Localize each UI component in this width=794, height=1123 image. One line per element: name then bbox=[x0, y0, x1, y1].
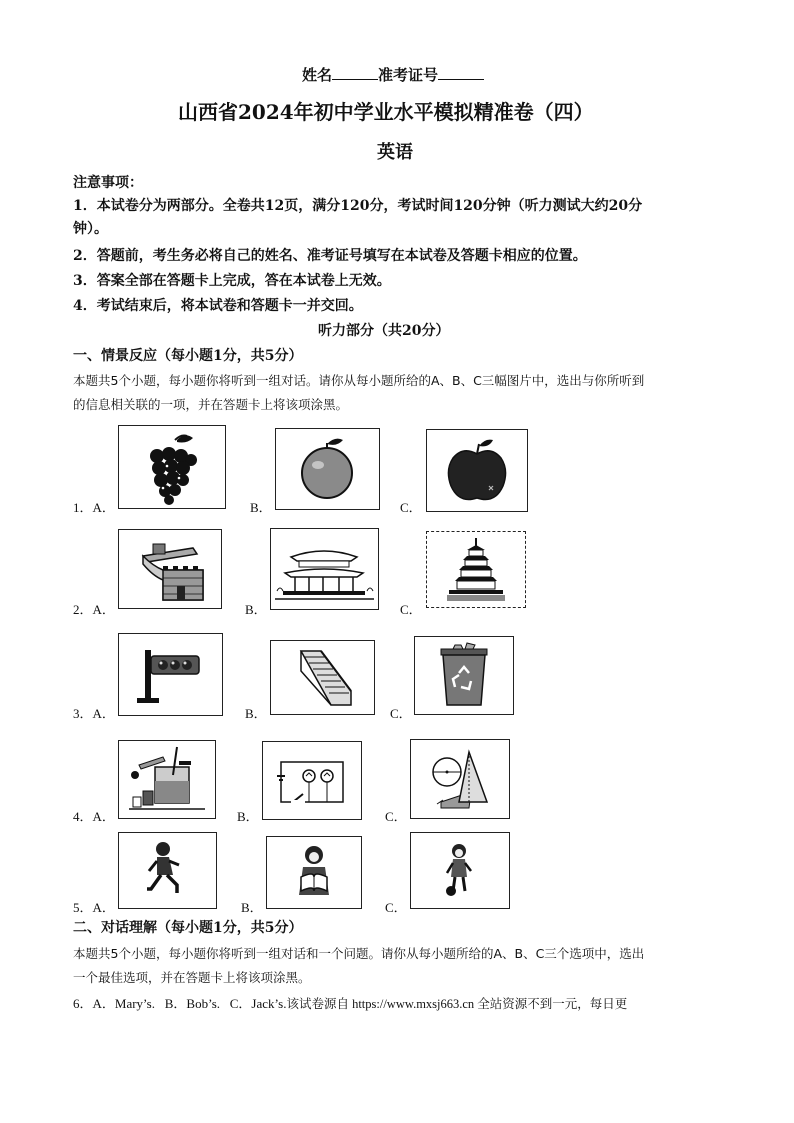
q5-label-b: B． bbox=[241, 900, 263, 915]
notes-item: 钟）。 bbox=[73, 221, 108, 237]
q5-label-a: 5．A． bbox=[73, 900, 115, 915]
q4-option-a-picture[interactable] bbox=[118, 740, 216, 819]
q4-label-b: B． bbox=[237, 809, 259, 824]
q5-option-b-picture[interactable] bbox=[266, 836, 362, 909]
q6-number: 6． bbox=[73, 996, 93, 1011]
q2-option-b-picture[interactable] bbox=[270, 528, 379, 610]
notes-item: 3．答案全部在答题卡上完成，答在本试卷上无效。 bbox=[73, 273, 391, 289]
orange-icon bbox=[276, 429, 379, 509]
q6-option-b[interactable]: B．Bob’s. bbox=[164, 996, 220, 1011]
name-blank bbox=[332, 65, 378, 80]
section1-title: 一、情景反应（每小题1分，共5分） bbox=[73, 348, 303, 364]
pagoda-icon bbox=[427, 532, 525, 607]
q3-label-a: 3．A． bbox=[73, 706, 115, 721]
q2-label-b: B． bbox=[245, 602, 267, 617]
q5-option-c-picture[interactable] bbox=[410, 832, 510, 909]
section2-title: 二、对话理解（每小题1分，共5分） bbox=[73, 920, 303, 936]
id-label: 准考证号 bbox=[378, 66, 439, 84]
ball-girl-icon bbox=[411, 833, 509, 908]
q6-option-a[interactable]: A．Mary’s. bbox=[92, 996, 155, 1011]
q1-label-c: C． bbox=[400, 500, 422, 515]
reading-girl-icon bbox=[267, 837, 361, 908]
q4-option-c-picture[interactable] bbox=[410, 739, 510, 819]
q5-label-c: C． bbox=[385, 900, 407, 915]
name-label: 姓名 bbox=[302, 66, 333, 84]
q3-label-b: B． bbox=[245, 706, 267, 721]
apple-icon bbox=[427, 430, 527, 511]
q4-option-b-picture[interactable] bbox=[262, 741, 362, 820]
circuit-icon bbox=[263, 742, 361, 819]
section1-instruction: 的信息相关联的一项，并在答题卡上将该项涂黑。 bbox=[73, 397, 349, 412]
q2-option-c-picture[interactable] bbox=[426, 531, 526, 608]
notes-item: 2．答题前，考生务必将自己的姓名、准考证号填写在本试卷及答题卡相应的位置。 bbox=[73, 248, 587, 264]
recycle-bin-icon bbox=[415, 637, 513, 714]
q3-option-c-picture[interactable] bbox=[414, 636, 514, 715]
q1-label-a: 1．A． bbox=[73, 500, 115, 515]
q5-option-a-picture[interactable] bbox=[118, 832, 217, 909]
section2-instruction: 本题共5个小题，每小题你将听到一组对话和一个问题。请你从每小题所给的A、B、C三个选项中，选出 bbox=[73, 946, 645, 961]
running-girl-icon bbox=[119, 833, 216, 908]
grapes-icon bbox=[119, 426, 225, 508]
q1-label-b: B． bbox=[250, 500, 272, 515]
q6-option-c[interactable]: C．Jack’s. bbox=[229, 996, 287, 1011]
q2-option-a-picture[interactable] bbox=[118, 529, 222, 609]
q2-label-c: C． bbox=[400, 602, 422, 617]
q2-label-a: 2．A． bbox=[73, 602, 115, 617]
page-title: 山西省2024年初中学业水平模拟精准卷（四） bbox=[178, 100, 594, 124]
great-wall-icon bbox=[119, 530, 221, 608]
traffic-light-icon bbox=[119, 634, 222, 715]
source-notice: 该试卷源自 https://www.mxsj663.cn 全站资源不到一元，每日更 bbox=[286, 997, 628, 1011]
q1-option-a-picture[interactable] bbox=[118, 425, 226, 509]
q1-option-c-picture[interactable] bbox=[426, 429, 528, 512]
q3-option-b-picture[interactable] bbox=[270, 640, 375, 715]
stairs-icon bbox=[271, 641, 374, 714]
section2-instruction: 一个最佳选项，并在答题卡上将该项涂黑。 bbox=[73, 970, 311, 985]
notes-item: 4．考试结束后，将本试卷和答题卡一并交回。 bbox=[73, 298, 363, 314]
q3-label-c: C． bbox=[390, 706, 412, 721]
chemistry-lab-icon bbox=[119, 741, 215, 818]
subject-title: 英语 bbox=[377, 142, 413, 163]
notes-heading: 注意事项： bbox=[73, 175, 143, 191]
q4-label-a: 4．A． bbox=[73, 809, 115, 824]
q6-line bbox=[73, 993, 627, 1012]
candidate-info-line bbox=[302, 64, 484, 85]
section1-instruction: 本题共5个小题，每小题你将听到一组对话。请你从每小题所给的A、B、C三幅图片中，选出与你所听到 bbox=[73, 373, 645, 388]
listening-heading: 听力部分（共20分） bbox=[318, 323, 450, 339]
temple-gate-icon bbox=[271, 529, 378, 609]
q3-option-a-picture[interactable] bbox=[118, 633, 223, 716]
notes-item: 1．本试卷分为两部分。全卷共12页，满分120分，考试时间120分钟（听力测试大约20分 bbox=[73, 198, 643, 214]
q4-label-c: C． bbox=[385, 809, 407, 824]
q1-option-b-picture[interactable] bbox=[275, 428, 380, 510]
id-blank bbox=[438, 65, 484, 80]
math-geometry-icon bbox=[411, 740, 509, 818]
